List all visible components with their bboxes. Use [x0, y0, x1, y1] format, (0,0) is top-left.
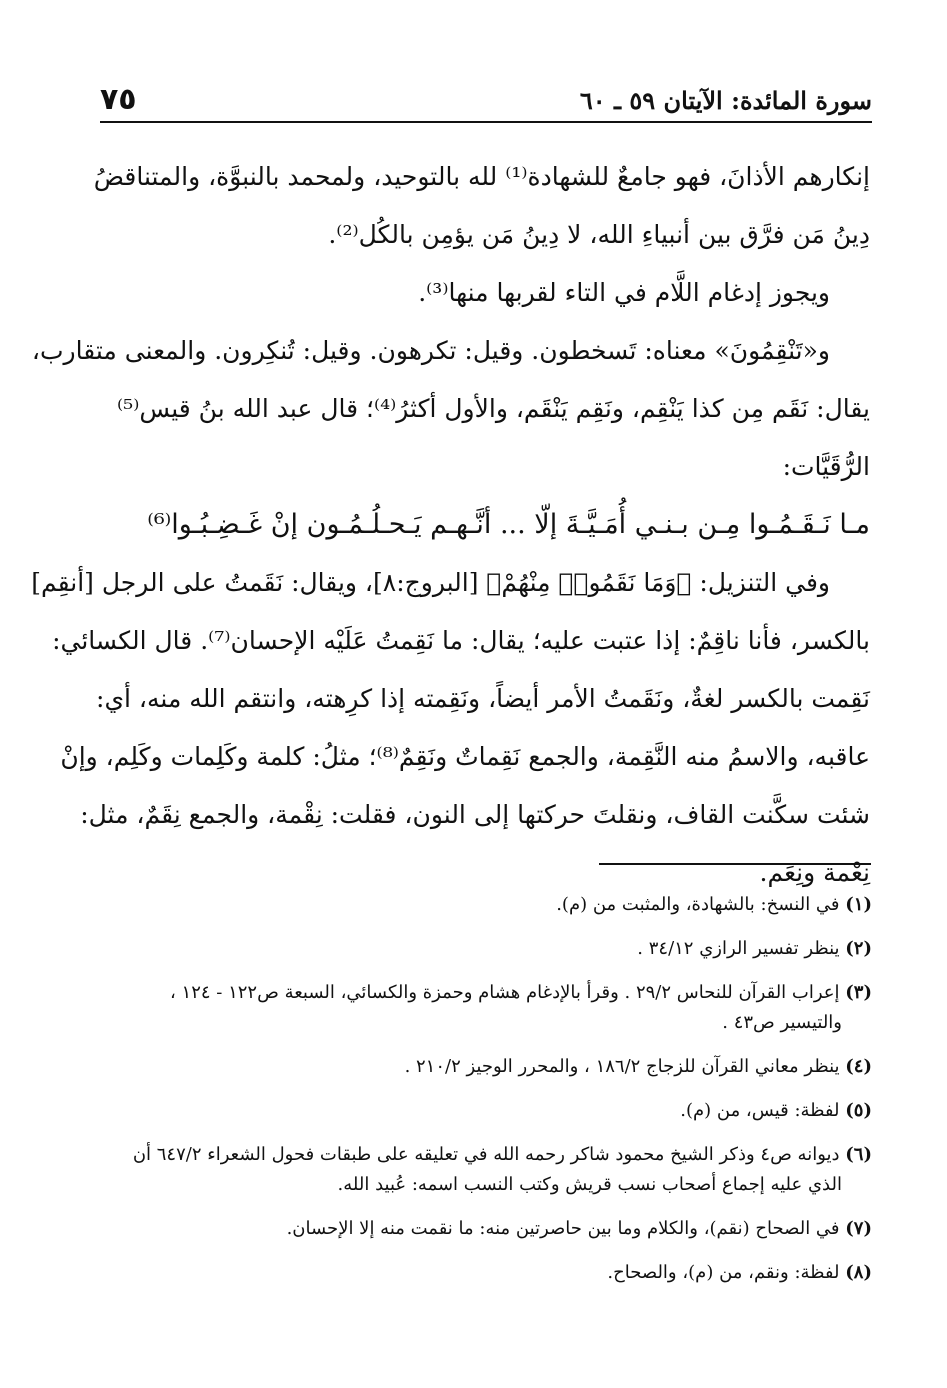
text-line: شئت سكَّنت القاف، ونقلتَ حركتها إلى النون، فقلت: نِقْمة، والجمع نِقَمٌ، مثل: [80, 800, 870, 829]
footnote-number: (٢) [845, 938, 872, 959]
footnote-number: (٥) [845, 1100, 872, 1121]
footnote-text: إعراب القرآن للنحاس ٢٩/٢ . وقرأ بالإدغام هشام وحمزة والكسائي، السبعة ص١٢٢ - ١٢٤ ، [170, 982, 840, 1003]
text-line: دِينُ مَن فرَّق بين أنبياءِ الله، لا دِينُ مَن يؤمِن بالكُل⁽²⁾. [328, 220, 870, 249]
footnote-continuation: الذي عليه إجماع أصحاب نسب قريش وكتب النسب اسمه: عُبيد الله. [337, 1174, 842, 1195]
text-line: نِعْمة ونِعَم. [759, 858, 870, 887]
running-title: سورة المائدة: الآيتان ٥٩ ـ ٦٠ [579, 86, 872, 115]
footnote-text: في الصحاح (نقم)، والكلام وما بين حاصرتين منه: ما نقمت منه إلا الإحسان. [286, 1218, 840, 1239]
footnote-continuation: والتيسير ص٤٣ . [722, 1012, 842, 1033]
header-rule [100, 121, 872, 123]
footnote-number: (٦) [845, 1144, 872, 1165]
footnote [98, 1096, 872, 1126]
text-line: الرُّقَيَّات: [782, 452, 870, 481]
footnote-text: لفظة: ونقم، من (م)، والصحاح. [607, 1262, 840, 1283]
footnote-number: (١) [845, 894, 872, 915]
text-line: عاقبه، والاسمُ منه النَّقِمة، والجمع نَقِماتٌ ونَقِمٌ⁽⁸⁾؛ مثلُ: كلمة وكَلِمات وكَلِم، وإنْ [60, 742, 870, 771]
footnote-number: (٣) [845, 982, 872, 1003]
page-header [100, 82, 872, 122]
text-line: يقال: نَقَم مِن كذا يَنْقِم، ونَقِم يَنْقَم، والأول أكثرُ⁽⁴⁾؛ قال عبد الله بنُ قيس⁽⁵⁾ [117, 394, 870, 423]
page-number: ٧٥ [100, 82, 137, 117]
footnote [98, 978, 872, 1038]
text-line: وفي التنزيل: ﴿وَمَا نَقَمُوا۟ مِنْهُمْ﴾ [البروج:٨]، ويقال: نَقَمتُ على الرجل [أنقِم] [31, 568, 830, 597]
footnotes [98, 890, 872, 1302]
poetry-verse: مـا نَـقَـمُـوا مِـن بـنـي أُمَـيَّـةَ إلّا ... أنَّـهـم يَـحـلُـمُـون إنْ غَـضِـبُـوا⁽⁶⁾ [147, 509, 870, 540]
footnote [98, 1258, 872, 1288]
text-line: و«تَنْقِمُونَ» معناه: تَسخطون. وقيل: تكرهون. وقيل: تُنكِرون. والمعنى متقارب، [31, 336, 830, 365]
footnote [98, 890, 872, 920]
footnote-text: ينظر معاني القرآن للزجاج ١٨٦/٢ ، والمحرر الوجيز ٢١٠/٢ . [404, 1056, 840, 1077]
footnote [98, 1140, 872, 1200]
footnote [98, 1052, 872, 1082]
text-line: إنكارهم الأذانَ، فهو جامعٌ للشهادة⁽¹⁾ لله بالتوحيد، ولمحمد بالنبوَّة، والمتناقضُ [93, 162, 870, 191]
footnote-separator [599, 863, 871, 865]
footnote-text: ينظر تفسير الرازي ٣٤/١٢ . [637, 938, 840, 959]
footnote-number: (٤) [845, 1056, 872, 1077]
footnote [98, 1214, 872, 1244]
footnote-text: ديوانه ص٤ وذكر الشيخ محمود شاكر رحمه الله في تعليقه على طبقات فحول الشعراء ٦٤٧/٢ أن [132, 1144, 840, 1165]
text-line: بالكسر، فأنا ناقِمٌ: إذا عتبت عليه؛ يقال: ما نَقِمتُ عَلَيْه الإحسان⁽⁷⁾. قال الكسائي: [52, 626, 870, 655]
footnote-text: في النسخ: بالشهادة، والمثبت من (م). [556, 894, 840, 915]
footnote-number: (٨) [845, 1262, 872, 1283]
text-line: ويجوز إدغام اللَّام في التاء لقربها منها⁽³⁾. [418, 278, 830, 307]
footnote-text: لفظة: قيس، من (م). [680, 1100, 840, 1121]
footnote [98, 934, 872, 964]
footnote-number: (٧) [845, 1218, 872, 1239]
main-text [31, 148, 870, 902]
text-line: نَقِمت بالكسر لغةٌ، ونَقَمتُ الأمر أيضاً، ونَقِمته إذا كرِهته، وانتقم الله منه، أي: [96, 684, 870, 713]
